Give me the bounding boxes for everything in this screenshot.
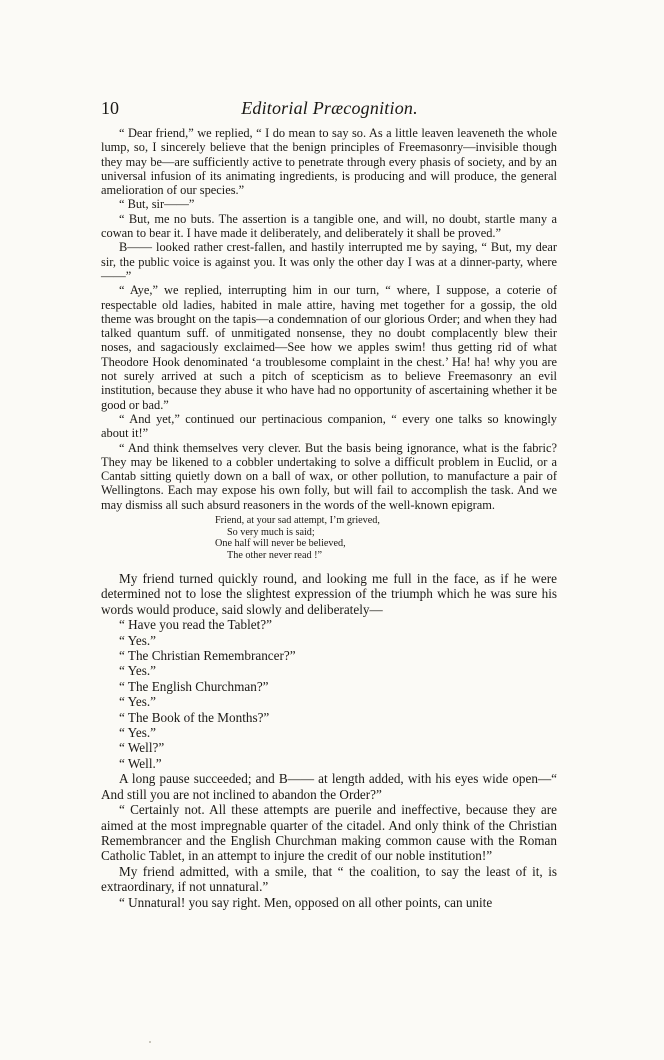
running-title: Editorial Præcognition. bbox=[241, 98, 418, 118]
paragraph: My friend admitted, with a smile, that “ the coalition, to say the least of it, is extraordinary, if not unnatural.” bbox=[101, 863, 557, 895]
paragraph: “ But, sir——” bbox=[119, 197, 195, 212]
verse-line: One half will never be believed, bbox=[215, 538, 346, 550]
dialogue-line: “ Well?” bbox=[119, 740, 165, 756]
paragraph: “ Aye,” we replied, interrupting him in our turn, “ where, I suppose, a coterie of respectable old ladies, habited in male attire, having met together for a gossip, the old theme was brought on the tapis—a condemnation of our glorious Order; and when they had talked quantum suff. of unmitigated nonsense, they no doubt complacently blew their noses, and sagaciously exclaimed—See how we apples swim! thus getting rid of what Theodore Hook denominated ‘a troublesome complaint in the chest.’ Ha! ha! why you are not surely arrived at such a pitch of scepticism as to believe Freemasonry an evil institution, because they abuse it who have had no opportunity of ascertaining whether it be good or bad.” bbox=[101, 283, 557, 412]
dialogue-line: “ The Christian Remembrancer?” bbox=[119, 648, 296, 664]
paragraph: “ And think themselves very clever. But the basis being ignorance, what is the fabric? They may be likened to a cobbler undertaking to solve a difficult problem in Euclid, or a Cantab sitting quietly down on a ball of wax, or other pollution, to manufacture a pair of Wellingtons. Each may expose his own folly, but will fail to accomplish the task. And we may dismiss all such absurd reasoners in the words of the well-known epigram. bbox=[101, 440, 557, 512]
page-number: 10 bbox=[101, 98, 119, 118]
epigram bbox=[215, 515, 557, 561]
paragraph: A long pause succeeded; and B—— at length added, with his eyes wide open—“ And still you are not inclined to abandon the Order?” bbox=[101, 771, 557, 802]
paragraph: “ Dear friend,” we replied, “ I do mean to say so. As a little leaven leaveneth the whole lump, so, I sincerely believe that the benign principles of Freemasonry—invisible though they may be—are sufficiently active to penetrate through every phasis of society, and by an universal infusion of its animating ingredients, is producing and will produce, the general amelioration of our species.” bbox=[101, 126, 557, 198]
dialogue-line: “ The English Churchman?” bbox=[119, 678, 269, 694]
verse-line: So very much is said; bbox=[227, 526, 315, 538]
paragraph: My friend turned quickly round, and looking me full in the face, as if he were determined not to lose the slightest expression of the triumph which he was sure his words would produce, said slowly and deliberately— bbox=[101, 571, 557, 617]
dialogue-line: “ Have you read the Tablet?” bbox=[119, 617, 272, 633]
dialogue-line: “ Yes.” bbox=[119, 663, 156, 679]
dialogue-line: “ Well.” bbox=[119, 755, 162, 771]
body-text bbox=[101, 126, 557, 910]
paragraph: B—— looked rather crest-fallen, and hastily interrupted me by saying, “ But, my dear sir, the public voice is against you. It was only the other day I was at a dinner-party, where——” bbox=[101, 240, 557, 283]
verse-line: Friend, at your sad attempt, I’m grieved, bbox=[215, 515, 380, 527]
page-header bbox=[101, 98, 558, 122]
ink-speck bbox=[149, 1041, 151, 1043]
dialogue-line: “ Yes.” bbox=[119, 725, 156, 741]
paragraph: “ Certainly not. All these attempts are puerile and ineffective, because they are aimed at the most impregnable quarter of the citadel. And only think of the Christian Remembrancer and the English Churchman making common cause with the Roman Catholic Tablet, in an attempt to injure the credit of our noble institution!” bbox=[101, 802, 557, 864]
paragraph: “ And yet,” continued our pertinacious companion, “ every one talks so knowingly about it!” bbox=[101, 411, 557, 441]
dialogue-line: “ Yes.” bbox=[119, 694, 156, 710]
paragraph: “ But, me no buts. The assertion is a tangible one, and will, no doubt, startle many a cowan to bear it. I have made it deliberately, and deliberately it shall be proved.” bbox=[101, 211, 557, 241]
dialogue-line: “ The Book of the Months?” bbox=[119, 709, 270, 725]
verse-line: The other never read !” bbox=[227, 549, 323, 561]
paragraph: “ Unnatural! you say right. Men, opposed on all other points, can unite bbox=[119, 894, 493, 910]
dialogue-line: “ Yes.” bbox=[119, 632, 156, 648]
